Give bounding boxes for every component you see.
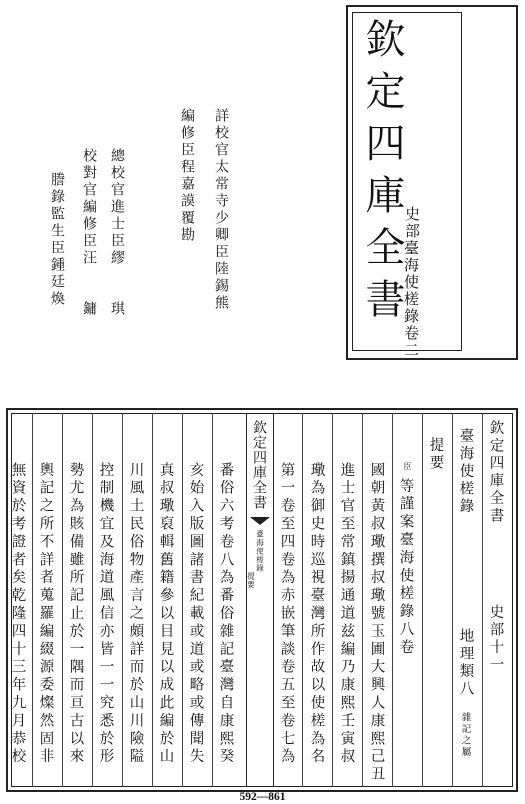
column-rule <box>392 413 393 787</box>
credit-collator: 校對官編修臣汪 鏞 <box>81 148 97 318</box>
center-fold-title: 欽定四庫全書 <box>251 420 267 510</box>
work-title: 臺海使槎錄卷二 <box>402 240 420 359</box>
column-rule <box>32 413 33 787</box>
section-label: 史部 <box>403 206 421 240</box>
credit-chief-editor: 總校官進士臣繆 琪 <box>109 148 125 318</box>
column-rule <box>452 413 453 787</box>
tiyao-heading: 提要 <box>427 437 444 472</box>
chen-mark: 臣 <box>403 462 412 470</box>
main-title: 欽定四庫全書 <box>359 18 405 330</box>
center-fold-section: 提要 <box>246 572 256 589</box>
header-work-title: 臺海使槎錄 <box>457 428 474 516</box>
text-column: 控制機宜及海道風信亦皆一一究悉於形 <box>97 462 114 767</box>
fishtail-mark-icon <box>250 517 270 525</box>
column-rule <box>362 413 363 787</box>
text-column: 勢尤為賅備雖所記止於一隅而亘古以來 <box>67 462 84 767</box>
column-rule <box>482 413 483 787</box>
column-rule <box>152 413 153 787</box>
column-rule <box>92 413 93 787</box>
text-column: 進士官至常鎮揚通道兹編乃康熙壬寅叔 <box>338 462 355 767</box>
text-column: 番俗六考卷八為番俗雜記臺灣自康熙癸 <box>217 462 234 767</box>
text-column: 國朝黃叔璥撰叔璥號玉圃大興人康熙己丑 <box>368 462 385 785</box>
header-section: 史部十一 <box>487 604 504 674</box>
page-number: 592—861 <box>239 791 286 803</box>
column-rule <box>422 413 423 787</box>
text-column: 第一卷至四卷為赤嵌筆談卷五至卷七為 <box>278 462 295 767</box>
text-column: 亥始入版圖諸書紀載或道或略或傳聞失 <box>187 462 204 767</box>
column-rule <box>332 413 333 787</box>
credit-reviewer: 編修臣程嘉謨覆勘 <box>179 108 195 244</box>
column-rule <box>122 413 123 787</box>
text-column: 川風土民俗物產言之頗詳而於山川險隘 <box>127 462 144 767</box>
text-column: 等謹案臺海使槎錄八卷 <box>397 478 414 657</box>
credit-copyist: 謄錄監生臣鍾廷煥 <box>49 172 65 308</box>
header-category: 地理類八 <box>457 628 474 698</box>
center-fold-work-title: 臺海使槎錄 <box>255 530 265 573</box>
text-column: 無資於考證者矣乾隆四十三年九月恭校 <box>9 462 26 767</box>
column-rule <box>212 413 213 787</box>
header-collection-title: 欽定四庫全書 <box>487 420 504 525</box>
credit-proofreader: 詳校官太常寺少卿臣陸錫熊 <box>213 108 229 312</box>
text-column: 輿記之所不詳者蒐羅編綴源委燦然固非 <box>37 462 54 767</box>
column-rule <box>182 413 183 787</box>
header-subcategory: 雜記之屬 <box>459 712 471 758</box>
text-column: 璥為御史時巡視臺灣所作故以使槎為名 <box>308 462 325 767</box>
column-rule <box>302 413 303 787</box>
column-rule <box>62 413 63 787</box>
text-column: 真叔璥裒輯舊籍參以目見以成此編於山 <box>157 462 174 767</box>
